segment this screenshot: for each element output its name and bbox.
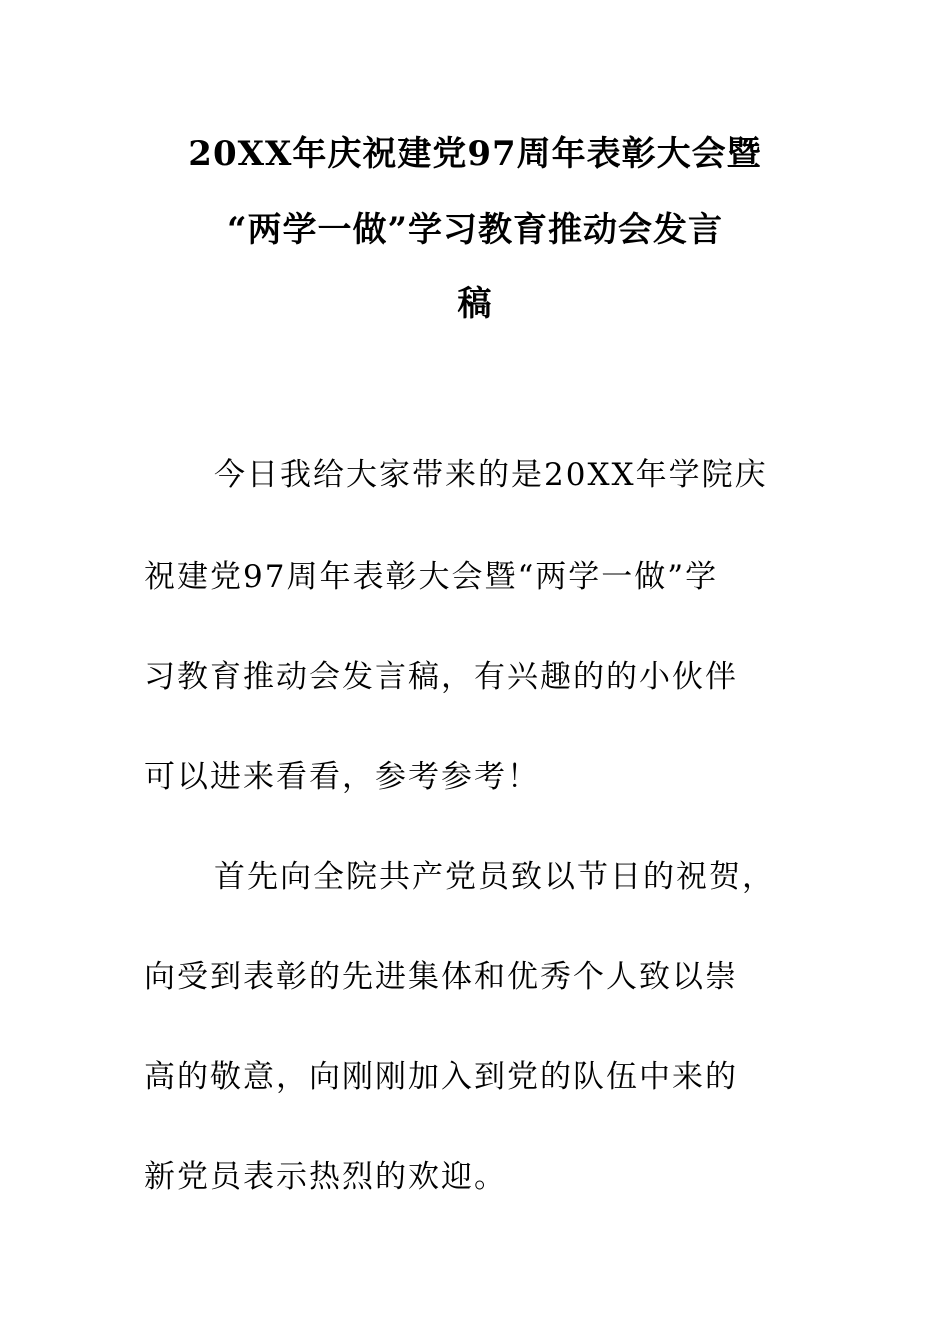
document-title-line-1: 20XX年庆祝建党97周年表彰大会暨 (188, 134, 762, 174)
paragraph-1-line-2: 祝建党97周年表彰大会暨“两学一做”学 (144, 559, 719, 595)
paragraph-1-line-4: 可以进来看看，参考参考！ (144, 759, 540, 795)
document-title-line-2: “两学一做”学习教育推动会发言 (226, 210, 724, 250)
paragraph-1-line-3: 习教育推动会发言稿，有兴趣的的小伙伴 (144, 659, 738, 695)
paragraph-2-line-1: 首先向全院共产党员致以节日的祝贺， (214, 859, 775, 895)
paragraph-2-line-2: 向受到表彰的先进集体和优秀个人致以崇 (144, 959, 738, 995)
paragraph-2-line-3: 高的敬意，向刚刚加入到党的队伍中来的 (144, 1059, 738, 1095)
paragraph-1-line-1: 今日我给大家带来的是20XX年学院庆 (214, 457, 768, 493)
paragraph-2-line-4: 新党员表示热烈的欢迎。 (144, 1159, 507, 1195)
document-title-line-3: 稿 (457, 284, 493, 324)
